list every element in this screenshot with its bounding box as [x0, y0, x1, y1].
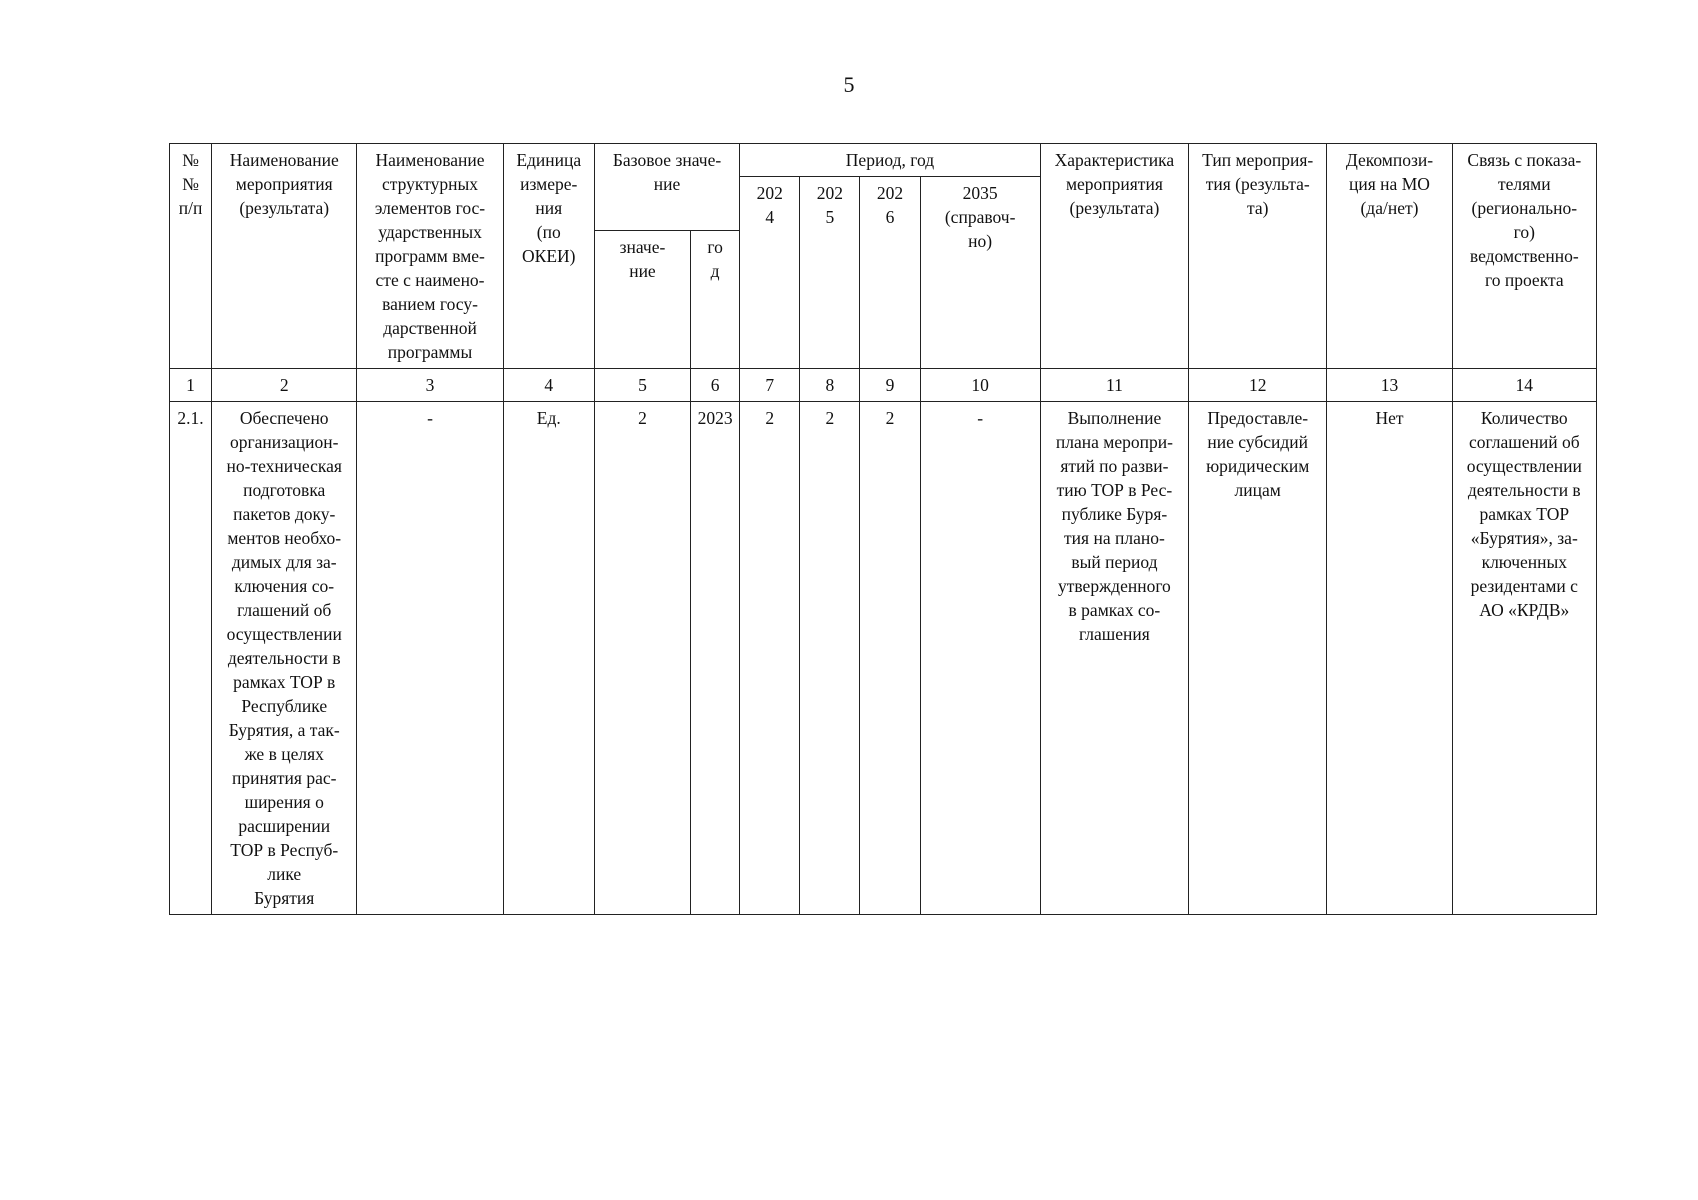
- header-period: Период, год: [740, 144, 1041, 177]
- header-struct: Наименование структурных элементов гос- ударственных программ вме- сте с наимено- ванием госу- дарственной программы: [357, 144, 503, 369]
- column-number: 8: [800, 369, 860, 402]
- page-number: 5: [843, 72, 855, 97]
- header-unit: Единица измере- ния (по ОКЕИ): [503, 144, 594, 369]
- column-number: 3: [357, 369, 503, 402]
- header-decomp: Декомпози- ция на МО (да/нет): [1327, 144, 1452, 369]
- header-base: Базовое значе- ние: [594, 144, 739, 231]
- cell-2025: 2: [800, 402, 860, 915]
- header-year-2035: 2035 (справоч- но): [920, 177, 1040, 369]
- table-row: [170, 402, 1597, 915]
- column-number: 2: [212, 369, 357, 402]
- cell-struct: -: [357, 402, 503, 915]
- column-number-row: [170, 369, 1597, 402]
- header-year-2024: 202 4: [740, 177, 800, 369]
- header-base-year: го д: [691, 231, 740, 369]
- header-year-2025: 202 5: [800, 177, 860, 369]
- cell-base-year: 2023: [691, 402, 740, 915]
- cell-base-value: 2: [594, 402, 690, 915]
- column-number: 5: [594, 369, 690, 402]
- header-base-value: значе- ние: [594, 231, 690, 369]
- header-link: Связь с показа- телями (регионально- го) ведомственно- го проекта: [1452, 144, 1596, 369]
- cell-num: 2.1.: [170, 402, 212, 915]
- header-year-2026: 202 6: [860, 177, 920, 369]
- column-number: 6: [691, 369, 740, 402]
- header-type: Тип мероприя- тия (результа- та): [1189, 144, 1327, 369]
- column-number: 9: [860, 369, 920, 402]
- measures-table: [169, 143, 1597, 915]
- column-number: 10: [920, 369, 1040, 402]
- cell-2024: 2: [740, 402, 800, 915]
- column-number: 11: [1040, 369, 1188, 402]
- column-number: 4: [503, 369, 594, 402]
- cell-type: Предоставле- ние субсидий юридическим лицам: [1189, 402, 1327, 915]
- column-number: 7: [740, 369, 800, 402]
- cell-unit: Ед.: [503, 402, 594, 915]
- header-name: Наименование мероприятия (результата): [212, 144, 357, 369]
- header-num: № № п/п: [170, 144, 212, 369]
- column-number: 14: [1452, 369, 1596, 402]
- column-number: 13: [1327, 369, 1452, 402]
- header-character: Характеристика мероприятия (результата): [1040, 144, 1188, 369]
- header-row-1: [170, 144, 1597, 177]
- cell-name: Обеспечено организацион- но-техническая подготовка пакетов доку- ментов необхо- димых для за- ключения со- глашений об осуществлении деятельности в рамках ТОР в Республике Бурятия, а так- же в целях принятия рас- ширения о расширении ТОР в Респуб- лике Бурятия: [212, 402, 357, 915]
- column-number: 1: [170, 369, 212, 402]
- cell-character: Выполнение плана меропри- ятий по разви- тию ТОР в Рес- публике Буря- тия на плано- вый период утвержденного в рамках со- глашения: [1040, 402, 1188, 915]
- cell-2026: 2: [860, 402, 920, 915]
- column-number: 12: [1189, 369, 1327, 402]
- cell-decomp: Нет: [1327, 402, 1452, 915]
- cell-2035: -: [920, 402, 1040, 915]
- cell-link: Количество соглашений об осуществлении деятельности в рамках ТОР «Бурятия», за- ключенных резидентами с АО «КРДВ»: [1452, 402, 1596, 915]
